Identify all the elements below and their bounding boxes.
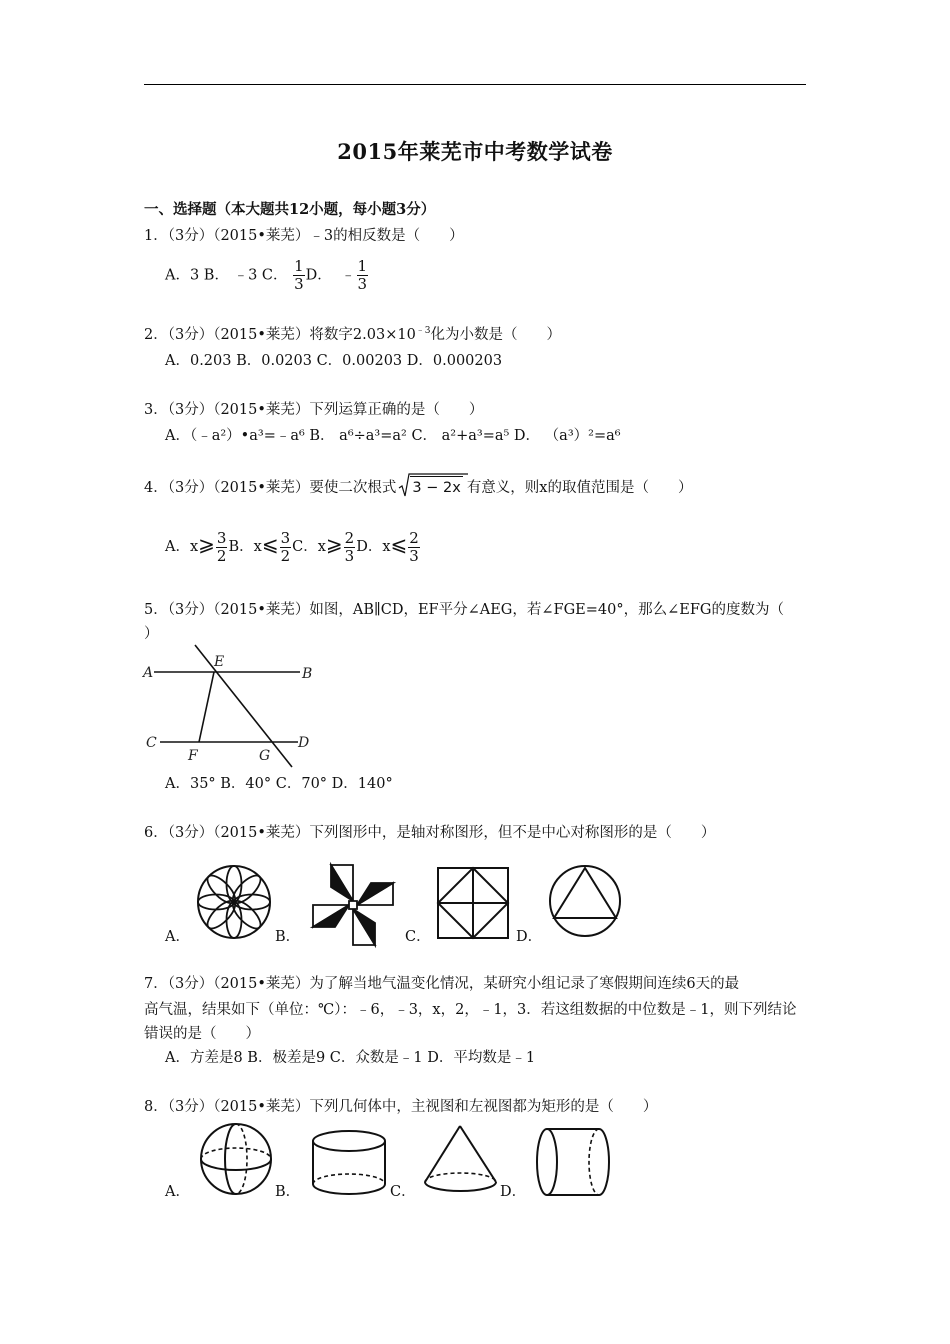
q6-flower-circle-figure <box>195 863 275 943</box>
q8-cone-figure <box>420 1122 510 1202</box>
label-a: A <box>143 665 154 681</box>
q8-label-c: C． <box>390 1184 416 1200</box>
q3-option-a: A．（﹣a²）•a³=﹣a⁶ B． <box>165 428 335 444</box>
q1-option-d-fraction: $\frac{1}{3}$ <box>357 257 368 293</box>
label-b: B <box>302 666 313 682</box>
q1-option-d-label: D． <box>305 267 332 284</box>
label-f: F <box>188 748 198 764</box>
label-e: E <box>214 654 225 670</box>
label-g: G <box>259 748 271 764</box>
page-title: 2015年莱芜市中考数学试卷 <box>337 139 613 164</box>
q3-option-b: a⁶÷a³=a² C． <box>339 428 438 444</box>
q3-options <box>165 426 621 446</box>
q1-stem: 1．（3分）（2015•莱芜）﹣3的相反数是（ ） <box>144 228 464 244</box>
q6-label-a: A． <box>165 929 190 945</box>
q4-options: A．x⩾ $\frac{3}{2}$ B．x⩽ $\frac{3}{2}$ C．x⩾ $\frac{2}{3}$ D．x⩽ $\frac{2}{3}$ <box>165 528 419 565</box>
q8-cylinder-figure <box>308 1128 398 1208</box>
q8-label-d: D． <box>500 1184 527 1200</box>
q8-sphere-figure <box>198 1121 278 1201</box>
q4-stem: 4．（3分）（2015•莱芜）要使二次根式 3 − 2x 有意义，则x的取值范围是（ ） <box>144 476 693 498</box>
q1-options <box>165 258 369 293</box>
q7-options: A．方差是8 B．极差是9 C．众数是﹣1 D．平均数是﹣1 <box>165 1050 536 1066</box>
q6-stem: 6．（3分）（2015•莱芜）下列图形中，是轴对称图形，但不是中心对称图形的是（ ） <box>144 825 716 841</box>
q1-option-c-fraction: $\frac{1}{3}$ <box>294 257 304 293</box>
label-c: C <box>146 735 157 751</box>
q3-option-d: （a³）²=a⁶ <box>544 428 621 444</box>
q2-stem: 2．（3分）（2015•莱芜）将数字$2.03\times 10^{﹣3}$化为小数是（ ） <box>144 326 562 343</box>
q8-label-a: A． <box>165 1184 190 1200</box>
q5-options: A．35° B．40° C．70° D．140° <box>165 776 393 792</box>
q6-label-c: C． <box>405 929 431 945</box>
q1-option-d-sign: ﹣ <box>341 267 356 284</box>
q5-parallel-lines-figure <box>140 645 320 770</box>
q6-square-diamond-figure <box>436 866 516 946</box>
q7-stem-line2: 高气温，结果如下（单位：℃）：﹣6，﹣3，x，2，﹣1，3．若这组数据的中位数是﹣1，则下列结论 <box>144 1002 797 1018</box>
q8-horizontal-cylinder-figure <box>535 1124 625 1204</box>
q1-option-a: A．3 B． <box>165 267 229 284</box>
q6-label-b: B． <box>275 929 301 945</box>
q6-pinwheel-figure <box>303 855 403 955</box>
q3-option-c: a²+a³=a⁵ D． <box>441 428 541 444</box>
q5-stem-line2: ） <box>144 626 159 642</box>
q8-label-b: B． <box>275 1184 301 1200</box>
q5-stem-line1: 5．（3分）（2015•莱芜）如图，AB∥CD，EF平分∠AEG，若∠FGE=40°，那么∠EFG的度数为（ <box>144 602 784 618</box>
q7-stem-line1: 7．（3分）（2015•莱芜）为了解当地气温变化情况，某研究小组记录了寒假期间连续6天的最 <box>144 976 740 992</box>
header-rule <box>144 84 806 85</box>
q3-stem: 3．（3分）（2015•莱芜）下列运算正确的是（ ） <box>144 402 484 418</box>
q1-option-b: ﹣3 C． <box>233 267 288 284</box>
q4-radical: 3 − 2x <box>398 476 464 498</box>
q8-stem: 8．（3分）（2015•莱芜）下列几何体中，主视图和左视图都为矩形的是（ ） <box>144 1099 658 1115</box>
q6-triangle-in-circle-figure <box>547 863 627 943</box>
q7-stem-line3: 错误的是（ ） <box>144 1026 260 1042</box>
label-d: D <box>298 735 310 751</box>
q6-label-d: D． <box>516 929 543 945</box>
q2-options: A．0.203 B．0.0203 C．0.00203 D．0.000203 <box>165 353 503 369</box>
section-heading: 一、选择题（本大题共12小题，每小题3分） <box>144 201 436 218</box>
